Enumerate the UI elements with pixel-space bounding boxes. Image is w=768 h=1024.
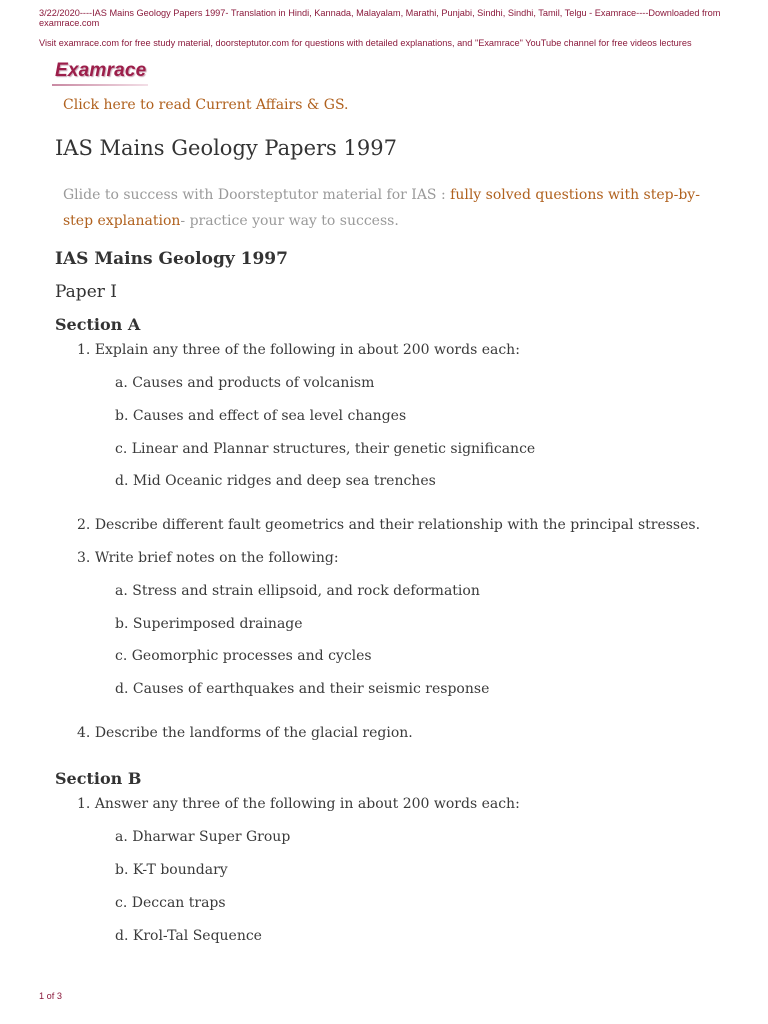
subquestion-item — [115, 441, 535, 457]
paper-heading: Paper I — [55, 282, 117, 302]
page-title: IAS Mains Geology Papers 1997 — [55, 136, 397, 160]
subquestion-text: Krol-Tal Sequence — [132, 928, 262, 944]
examrace-logo[interactable]: Examrace — [55, 60, 147, 81]
promo-paragraph — [63, 182, 723, 234]
question-text: Describe the landforms of the glacial region. — [94, 725, 413, 741]
subquestion-letter: a. — [115, 583, 128, 599]
question-number: 2. — [77, 517, 91, 533]
subquestion-item — [115, 928, 262, 944]
subquestion-text: Linear and Plannar structures, their genetic significance — [131, 441, 536, 457]
subquestion-text: Causes and products of volcanism — [132, 375, 375, 391]
subquestion-text: Dharwar Super Group — [132, 829, 291, 845]
question-item — [77, 796, 520, 812]
subquestion-letter: d. — [115, 928, 129, 944]
logo-underline — [52, 84, 148, 86]
question-text: Answer any three of the following in about 200 words each: — [94, 796, 520, 812]
section-b-heading: Section B — [55, 769, 142, 788]
subquestion-item — [115, 862, 228, 878]
question-number: 1. — [77, 796, 91, 812]
question-number: 4. — [77, 725, 91, 741]
subquestion-letter: b. — [115, 862, 129, 878]
promo-lead-text: Glide to success with Doorsteptutor material for IAS : — [63, 187, 446, 203]
subquestion-letter: b. — [115, 408, 129, 424]
subquestion-item — [115, 829, 290, 845]
question-number: 1. — [77, 342, 91, 358]
subquestion-text: Stress and strain ellipsoid, and rock deformation — [132, 583, 480, 599]
promo-link[interactable]: fully solved questions with step-by-step explanation — [63, 187, 700, 229]
subquestion-text: Geomorphic processes and cycles — [131, 648, 372, 664]
subquestion-item — [115, 681, 489, 697]
subquestion-text: Mid Oceanic ridges and deep sea trenches — [132, 473, 436, 489]
subquestion-text: Superimposed drainage — [132, 616, 303, 632]
subquestion-item — [115, 473, 436, 489]
subquestion-letter: c. — [115, 895, 128, 911]
subquestion-item — [115, 648, 372, 664]
question-item — [77, 342, 520, 358]
question-text: Write brief notes on the following: — [94, 550, 339, 566]
subquestion-text: Deccan traps — [131, 895, 226, 911]
question-item — [77, 725, 413, 741]
subquestion-text: K-T boundary — [132, 862, 228, 878]
subquestion-item — [115, 375, 374, 391]
section-a-heading: Section A — [55, 315, 141, 334]
subquestion-letter: b. — [115, 616, 129, 632]
print-header: 3/22/2020----IAS Mains Geology Papers 1997- Translation in Hindi, Kannada, Malayalam, Marathi, Punjabi, Sindhi, Sindhi, Tamil, Telgu - Examrace----Downloaded from examrace.com — [39, 8, 721, 28]
subquestion-letter: a. — [115, 829, 128, 845]
promo-tail-text: - practice your way to success. — [180, 213, 399, 229]
question-item — [77, 550, 339, 566]
subquestion-text: Causes of earthquakes and their seismic response — [132, 681, 490, 697]
question-item — [77, 517, 700, 533]
subquestion-letter: c. — [115, 648, 128, 664]
subquestion-letter: d. — [115, 681, 129, 697]
question-text: Explain any three of the following in about 200 words each: — [94, 342, 520, 358]
current-affairs-link[interactable]: Click here to read Current Affairs & GS. — [63, 97, 349, 113]
exam-heading: IAS Mains Geology 1997 — [55, 249, 288, 269]
subquestion-letter: a. — [115, 375, 128, 391]
subquestion-item — [115, 616, 303, 632]
subquestion-text: Causes and effect of sea level changes — [132, 408, 407, 424]
subquestion-item — [115, 583, 480, 599]
question-number: 3. — [77, 550, 91, 566]
subquestion-item — [115, 895, 226, 911]
subquestion-item — [115, 408, 406, 424]
subquestion-letter: d. — [115, 473, 129, 489]
promo-banner-text: Visit examrace.com for free study material, doorsteptutor.com for questions with detailed explanations, and "Examrace" YouTube channel for free videos lectures — [39, 38, 692, 48]
subquestion-letter: c. — [115, 441, 128, 457]
page-indicator: 1 of 3 — [39, 991, 62, 1001]
question-text: Describe different fault geometrics and their relationship with the principal stresses. — [94, 517, 701, 533]
